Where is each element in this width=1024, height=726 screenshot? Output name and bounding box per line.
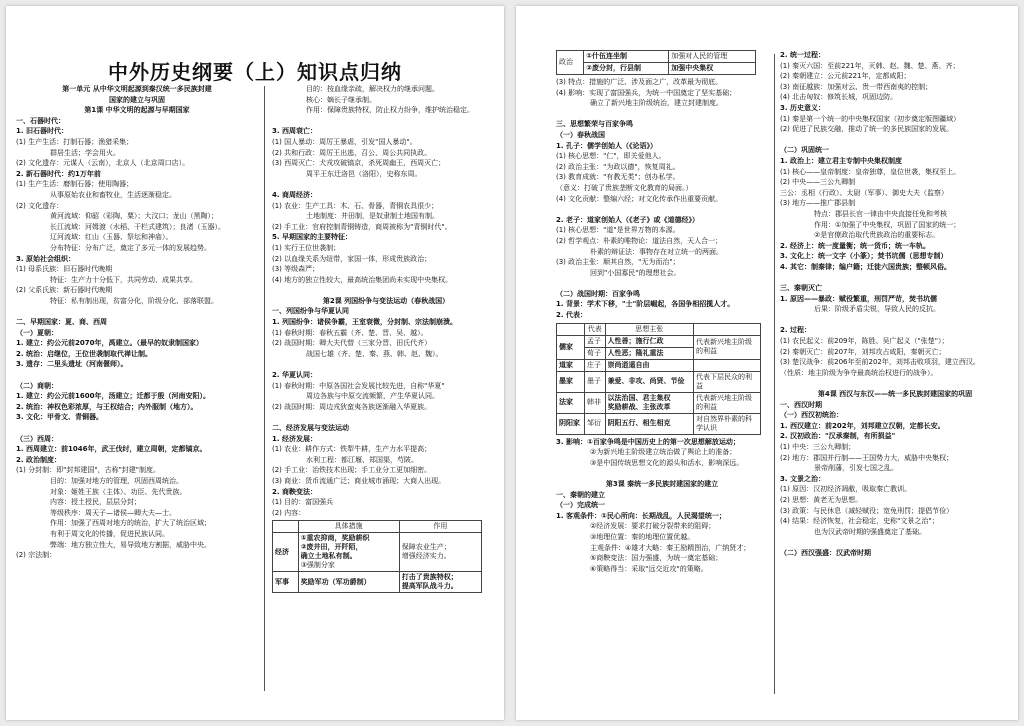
school-name: 法家 xyxy=(557,392,585,413)
text-line: (4) 结果：经济恢复，社会稳定，史称"文景之治"； xyxy=(780,517,939,526)
school-name: 墨家 xyxy=(557,371,585,392)
text-line: 5. 早期国家的主要特征： xyxy=(272,233,352,242)
column-3-text xyxy=(556,77,768,321)
school-ideas xyxy=(605,392,693,413)
text-line: 第4课 西汉与东汉——统一多民族封建国家的巩固 xyxy=(817,390,973,398)
text-line: 2. 统一过程： xyxy=(780,51,825,59)
text-line xyxy=(272,412,500,423)
text-line: (1) 秦是第一个统一的中央集权国家（初步奠定版图疆域） xyxy=(780,114,961,123)
text-line: 三、秦朝灭亡 xyxy=(780,284,822,293)
text-line: 2. 老子：道家创始人（《老子》或《道德经》） xyxy=(556,215,699,224)
text-line: 2. 经济上：统一度量衡；统一货币；统一车轨。 xyxy=(780,241,930,250)
text-line: 2. 新石器时代：约1万年前 xyxy=(16,169,101,178)
text-line: 2. 华夏认同： xyxy=(272,371,317,380)
text-line: 等级秩序：周天子—诸侯—卿大夫—士。 xyxy=(50,508,176,517)
text-line: 2. 汉初政治："汉承秦制，有所损益" xyxy=(780,432,896,441)
text-line: (1) 国人暴动：周厉王暴虐，引发"国人暴动"。 xyxy=(272,137,417,146)
text-line: (2) 宗法制： xyxy=(16,551,57,560)
text-line: (2) 思想：黄老无为思想。 xyxy=(780,495,863,504)
school-ideas xyxy=(605,347,693,359)
column-3-text-b xyxy=(556,437,768,575)
text-line: 回到"小国寡民"的理想社会。 xyxy=(590,268,681,277)
text-line: 弊端：地方独立性大，易导致地方割据，威胁中央。 xyxy=(50,540,211,549)
school-person: 荀子 xyxy=(585,347,605,359)
text-line: ③是中国传统思想文化的源头和活水，影响深远。 xyxy=(590,458,744,467)
text-line: （一）春秋战国 xyxy=(556,130,605,139)
text-line: 二、早期国家：夏、商、西周 xyxy=(16,318,107,327)
text-line: 一、石器时代： xyxy=(16,116,65,125)
school-effect: 代表新兴地主阶级的利益 xyxy=(694,392,761,413)
school-person: 邹衍 xyxy=(585,413,605,434)
idea-item: 兼爱、非攻、尚贤、节俭 xyxy=(607,377,685,386)
measure-item: ①重农抑商，奖励耕织 xyxy=(300,534,370,543)
text-line: (2) 文化遗存： xyxy=(16,201,64,210)
unit-heading-cont: 国家的建立与巩固 xyxy=(109,95,165,104)
table-row xyxy=(273,572,482,593)
text-line: 3. 遗存：二里头遗址（河南偃师）。 xyxy=(16,360,128,369)
text-line: (3) 西周灭亡：犬戎攻破镐京，杀死周幽王，西周灭亡； xyxy=(272,159,446,168)
text-line: (1) 中央：三公九卿制； xyxy=(780,442,856,451)
text-line: (3) 特点：措施的广泛、涉及面之广，改革最为彻底。 xyxy=(556,78,723,86)
text-line: (3) 商业：货币流通广泛；商业城市涌现；大商人出现。 xyxy=(272,476,446,485)
text-line: 2. 代表： xyxy=(556,311,587,320)
text-line: 1. 客观条件：①民心所向：长期战乱，人民渴望统一； xyxy=(556,511,726,520)
text-line: (1) 原因：汉初经济凋敝，吸取秦亡教训。 xyxy=(780,485,912,494)
text-line: 水利工程：都江堰、郑国渠，芍陂。 xyxy=(306,455,418,464)
text-line: 1. 建立：约公元前2070年，禹建立。（最早的奴隶制国家） xyxy=(16,339,203,348)
column-4-text xyxy=(780,50,1010,559)
text-line: 一、秦朝的建立 xyxy=(556,490,605,499)
text-line: 1. 政治上：建立君主专制中央集权制度 xyxy=(780,156,902,165)
text-line xyxy=(16,423,258,434)
text-line: ③地理位置：秦的地理位置优越。 xyxy=(590,533,695,541)
text-line: 群居生活；学会用火。 xyxy=(50,148,120,157)
measure-item: ③强制分家 xyxy=(300,561,335,570)
text-line: 确立了新兴地主阶级统治，建立封建制度。 xyxy=(590,99,723,108)
text-line: 1. 经济发展： xyxy=(272,434,317,443)
table-row xyxy=(557,371,761,392)
school-person: 庄子 xyxy=(585,359,605,371)
text-line: (3) 政策：与民休息（减轻赋役；宽免刑罚；提倡节俭） xyxy=(780,506,954,515)
text-line: 也为汉武帝时期的强盛奠定了基础。 xyxy=(814,527,926,536)
text-line: 2. 统治：神权色彩浓厚，与王权结合；内外服制（地方）。 xyxy=(16,402,198,411)
text-line: ②经济发展：要求打破分裂带来的阻碍； xyxy=(590,522,716,531)
measures-cell xyxy=(298,572,399,593)
school-ideas xyxy=(605,335,693,347)
text-line: （一）夏朝： xyxy=(16,328,58,337)
text-line xyxy=(556,278,768,289)
text-line: 2. 过程： xyxy=(780,326,811,335)
text-line: (2) 战国时期：卿大夫代替（三家分晋、田氏代齐） xyxy=(272,339,432,348)
text-line: (2) 政治主张："为政以德"，恢复周礼。 xyxy=(556,162,680,171)
text-line: 2. 统治：启继位，王位世袭制取代禅让制。 xyxy=(16,349,152,358)
idea-item: 崇尚逍遥自由 xyxy=(607,360,650,369)
effect-item: 打击了贵族特权； xyxy=(401,573,458,582)
text-line xyxy=(780,272,1010,283)
school-effect: 对自然界朴素的科学认识 xyxy=(694,413,761,434)
text-line: 3. 文景之治： xyxy=(780,474,825,483)
text-line: 2. 政治制度： xyxy=(16,455,61,464)
column-3 xyxy=(556,50,768,574)
text-line: ⑥策略得当：采取"远交近攻"的策略。 xyxy=(590,564,708,573)
text-line: 对象：姬姓王族（主体）、功臣、先代贵族。 xyxy=(50,487,187,496)
shang-yang-reform-table xyxy=(272,520,482,593)
text-line: (3) 教育成就："有教无类"；创办私学。 xyxy=(556,173,680,182)
text-line: (1) 目的：富国强兵 xyxy=(272,498,334,507)
text-line xyxy=(16,370,258,381)
text-line: 4. 商周经济： xyxy=(272,190,317,199)
text-line: (2) 父系氏族：新石器时代晚期 xyxy=(16,286,113,295)
text-line: 辽河流域：红山（玉器、祭坛和神庙）。 xyxy=(50,233,173,242)
text-line: 内容：授土授民，层层分封； xyxy=(50,498,141,507)
table-row xyxy=(557,392,761,413)
text-line: (1) 核心思想："仁"，即关爱他人。 xyxy=(556,152,666,161)
text-line: （二）战国时期：百家争鸣 xyxy=(556,289,640,298)
text-line: 1. 孔子：儒学创始人（《论语》） xyxy=(556,141,657,150)
text-line: 黄河流域：仰韶（彩陶、粟）；大汶口；龙山（黑陶）； xyxy=(50,212,218,221)
text-line: (1) 春秋时期：春秋五霸（齐、楚、晋、吴、越）。 xyxy=(272,328,428,337)
text-line: (2) 秦朝建立：公元前221年，定都咸阳； xyxy=(780,72,911,81)
text-line: 1. 原因——暴政：赋役繁重，刑罚严苛，焚书坑儒 xyxy=(780,294,937,303)
text-line: 1. 建立：约公元前1600年，汤建立；迁都于殷（河南安阳）。 xyxy=(16,392,210,401)
effect-item: 加强中央集权 xyxy=(669,63,756,75)
text-line: 第3课 秦统一多民族封建国家的建立 xyxy=(605,480,719,489)
text-line: 周边各族与中原交流频繁，产生华夏认同。 xyxy=(306,392,439,401)
text-line: （二）巩固统一 xyxy=(780,146,829,155)
reform-politics-table xyxy=(556,50,756,75)
text-line: (1) 分封制：即"封邦建国"，古称"封建"制度。 xyxy=(16,466,161,475)
text-line: 1. 西周建立：前1046年，武王伐纣，建立周朝，定都镐京。 xyxy=(16,445,207,454)
text-line: 景帝削藩，引发七国之乱。 xyxy=(814,464,898,473)
school-name: 儒家 xyxy=(557,335,585,359)
measure-item: ②废井田，开阡陌， xyxy=(300,543,363,552)
effect-item: 加强对人民的管理 xyxy=(669,51,756,63)
document-page-left xyxy=(6,6,504,720)
row-label: 政治 xyxy=(557,51,584,75)
text-line: 作用：①加强了中央集权，巩固了国家的统一； xyxy=(814,220,961,229)
table-row xyxy=(557,413,761,434)
text-line: (2) 秦朝灭亡：前207年，刘邦攻占咸阳，秦朝灭亡； xyxy=(780,347,946,356)
text-line: (3) 地方——推广郡县制 xyxy=(780,199,856,208)
text-line: (2) 地方：郡国并行制——王国势力大，威胁中央集权； xyxy=(780,453,954,462)
text-line: 1. 旧石器时代： xyxy=(16,127,68,136)
text-line: (2) 哲学观点：朴素的唯物论：道法自然，天人合一； xyxy=(556,236,723,245)
text-line: (2) 手工业：官府控制青铜铸造，商周被称为"青铜时代"。 xyxy=(272,222,452,231)
text-line: (2) 手工业：冶铁技术出现；手工业分工更加细密。 xyxy=(272,466,432,475)
text-line: (1) 农业：生产工具：木、石、骨器，青铜农具很少； xyxy=(272,201,439,210)
school-effect: 代表新兴地主阶级的利益 xyxy=(694,335,761,359)
measure-item: ②废分封，行县制 xyxy=(584,63,669,75)
text-line: 一、西汉时期 xyxy=(780,400,822,409)
table-header xyxy=(557,323,585,335)
text-line: （三）西周： xyxy=(16,434,58,443)
text-line: 后果：阶级矛盾尖锐，导致人民的反抗。 xyxy=(814,305,940,314)
text-line: （一）完成统一 xyxy=(556,501,605,510)
column-divider xyxy=(264,86,265,691)
table-header: 代表 xyxy=(585,323,605,335)
text-line: (1) 核心——皇帝制度：皇帝独尊，皇位世袭，集权至上。 xyxy=(780,167,961,176)
document-page-right xyxy=(516,6,1018,720)
table-row xyxy=(557,63,756,75)
table-row xyxy=(557,51,756,63)
text-line: 二、经济发展与变法运动 xyxy=(272,424,349,432)
column-1 xyxy=(16,84,258,561)
text-line: (1) 生产生活：打制石器；渔猎采集； xyxy=(16,137,134,146)
table-header: 作用 xyxy=(399,521,481,533)
text-line: 特征：私有制出现，贫富分化，阶级分化、部落联盟。 xyxy=(50,296,218,305)
text-line: (4) 影响：实现了富国强兵，为统一中国奠定了坚实基础； xyxy=(556,88,737,97)
text-line: (2) 文化遗存：元谋人（云南），北京人（北京周口店）。 xyxy=(16,159,190,168)
effect-item: 保障农业生产； xyxy=(401,543,451,552)
measure-item: 确立土地私有制。 xyxy=(300,552,357,561)
column-2-text xyxy=(272,84,500,518)
school-effect: 代表下层民众的利益 xyxy=(694,371,761,392)
text-line: 3. 西周衰亡： xyxy=(272,127,317,136)
text-line: (1) 生产生活：磨制石器；使用陶器； xyxy=(16,180,134,189)
effect-cell xyxy=(399,533,481,572)
text-line: 目的：按血缘亲疏，解决权力的继承问题。 xyxy=(306,85,439,93)
text-line: 4. 其它：制秦律；编户籍；迁徙六国贵族；整顿风俗。 xyxy=(780,262,951,271)
school-ideas xyxy=(605,413,693,434)
text-line: 主观条件：④雄才大略：秦王励精图治，广纳贤才； xyxy=(590,543,751,552)
school-ideas xyxy=(605,371,693,392)
text-line: 核心：嫡长子继承制。 xyxy=(306,95,376,104)
text-line xyxy=(272,116,500,127)
text-line: (1) 农民起义：前209年，陈胜、吴广起义（"张楚"）； xyxy=(780,337,949,346)
text-line: (1) 核心思想："道"是世界万物的本源。 xyxy=(556,226,680,235)
text-line: 3. 文化：甲骨文、青铜器。 xyxy=(16,413,103,422)
text-line: 第2课 列国纷争与变法运动（春秋战国） xyxy=(322,296,450,305)
text-line: ⑤商鞅变法：国力强盛，为统一奠定基础； xyxy=(590,554,723,563)
school-ideas xyxy=(605,359,693,371)
text-line: (2) 以血缘关系为纽带，家国一体，形成贵族政治； xyxy=(272,254,432,263)
table-header: 具体措施 xyxy=(298,521,399,533)
text-line: (3) 南征越族：加强对云、贵一带西南夷的控制； xyxy=(780,82,933,91)
text-line: (4) 文化贡献：整编六经；对文化传承作出重要贡献。 xyxy=(556,194,723,203)
text-line: 3. 历史意义： xyxy=(780,103,825,112)
column-divider-right xyxy=(774,54,775,694)
text-line: (3) 等级森严； xyxy=(272,265,320,274)
text-line: 周平王东迁洛邑（洛阳），史称东周。 xyxy=(306,169,422,178)
text-line: 特征：生产力十分低下，共同劳动、成果共享。 xyxy=(50,275,197,284)
text-line xyxy=(272,359,500,370)
text-line: 1. 西汉建立：前202年，刘邦建立汉朝，定都长安。 xyxy=(780,421,945,430)
text-line: （意义：打破了贵族垄断文化教育的局面。） xyxy=(556,183,693,192)
text-line: （二）商朝： xyxy=(16,381,58,390)
text-line xyxy=(16,306,258,317)
text-line: 3. 影响：①百家争鸣是中国历史上的第一次思想解放运动； xyxy=(556,437,740,446)
text-line: 长江流域：河姆渡（水稻、干栏式建筑）；良渚（玉器）。 xyxy=(50,222,225,231)
text-line xyxy=(272,179,500,190)
text-line: (2) 内容： xyxy=(272,508,306,517)
text-line: 从事原始农业和畜牧业，生活逐渐稳定。 xyxy=(50,190,176,199)
text-line: （二）西汉强盛：汉武帝时期 xyxy=(780,548,871,557)
text-line: 一、列国纷争与华夏认同 xyxy=(272,307,349,316)
text-line xyxy=(272,285,500,296)
text-line: 1. 背景：学术下移，"士"阶层崛起，各国争相招揽人才。 xyxy=(556,300,735,309)
text-line: （一）西汉初统治： xyxy=(780,411,843,420)
idea-item: 阴阳五行、相生相克 xyxy=(607,419,671,428)
text-line xyxy=(556,204,768,215)
school-effect xyxy=(694,359,761,371)
text-line xyxy=(780,315,1010,326)
text-line: 1. 列国纷争：诸侯争霸，王室衰微，分封制、宗法制崩溃。 xyxy=(272,318,457,327)
effect-cell xyxy=(399,572,481,593)
text-line: 目的：加强对地方的管理，巩固西周统治。 xyxy=(50,476,183,485)
school-person: 孟子 xyxy=(585,335,605,347)
text-line: 分布特征：分布广泛，奠定了多元一体的发展趋势。 xyxy=(50,243,211,252)
school-name: 道家 xyxy=(557,359,585,371)
text-line: 三公：丞相（行政）、太尉（军事）、御史大夫（监察） xyxy=(780,188,948,197)
measure-item: 奖励军功（军功爵制） xyxy=(300,577,371,586)
school-person: 韩非 xyxy=(585,392,605,413)
idea-item: 人性善；施行仁政 xyxy=(607,336,664,345)
text-line: 作用：加强了西周对地方的统治，扩大了统治区域； xyxy=(50,519,211,528)
text-line: ②为新兴地主阶级建立统治做了舆论上的准备； xyxy=(590,448,737,457)
measure-item: ①什伍连坐制 xyxy=(584,51,669,63)
table-row xyxy=(557,335,761,347)
table-row xyxy=(273,533,482,572)
text-line: 作用：保障贵族特权，防止权力纷争，维护统治稳定。 xyxy=(306,106,474,115)
text-line: 土地制度：井田制，是奴隶制土地国有制。 xyxy=(306,212,439,221)
idea-item: 奖励耕战、主张改革 xyxy=(607,402,671,411)
text-line xyxy=(780,378,1010,389)
school-person: 墨子 xyxy=(585,371,605,392)
text-line: ②是官僚政治取代贵族政治的重要标志。 xyxy=(814,231,940,240)
measures-cell xyxy=(298,533,399,572)
text-line: 有利于周文化的传播，促进民族认同。 xyxy=(50,529,169,538)
text-line: 三、思想繁荣与百家争鸣 xyxy=(556,120,633,129)
text-line: (2) 促进了民族交融，推动了统一的多民族国家的发展。 xyxy=(780,125,954,134)
text-line: 2. 商鞅变法： xyxy=(272,487,317,496)
text-line xyxy=(556,468,768,479)
column-1-text xyxy=(16,116,258,561)
hundred-schools-table xyxy=(556,323,761,435)
text-line: 3. 原始社会组织： xyxy=(16,254,75,263)
table-header xyxy=(694,323,761,335)
text-line: 3. 文化上：统一文字（小篆）；焚书坑儒（思想专制） xyxy=(780,252,948,261)
table-row xyxy=(557,359,761,371)
row-label: 经济 xyxy=(273,533,299,572)
text-line xyxy=(780,135,1010,146)
idea-item: 以法治国、君主集权 xyxy=(607,393,671,402)
text-line: (1) 农业：耕作方式：铁犁牛耕，生产力水平提高； xyxy=(272,445,432,454)
text-line: (1) 秦灭六国：至前221年，灭韩、赵、魏、楚、燕、齐； xyxy=(780,61,960,70)
effect-item: 增强经济实力。 xyxy=(401,552,451,561)
text-line: (1) 母系氏族：旧石器时代晚期 xyxy=(16,265,113,274)
text-line: 特点：郡县长官一律由中央直接任免和考核 xyxy=(814,209,947,218)
effect-item: 提高军队战斗力。 xyxy=(401,582,458,591)
table-header xyxy=(273,521,299,533)
document-title: 中外历史纲要（上）知识点归纳 xyxy=(108,60,402,84)
column-2 xyxy=(272,84,500,593)
text-line: (2) 共和行政：周厉王出逃，召公、周公共同执政。 xyxy=(272,148,432,157)
text-line: (4) 地方的独立性较大，最高统治集团尚未实现中央集权。 xyxy=(272,275,453,284)
text-line: （性质：地主阶级为争夺最高统治权进行的战争）。 xyxy=(780,368,938,377)
text-line: 朴素的辩证法：事物存在对立统一的两面。 xyxy=(590,247,723,256)
text-line: (3) 楚汉战争：前206年至前202年，刘邦击败项羽，建立西汉。 xyxy=(780,358,980,367)
table-header: 思想主张 xyxy=(605,323,693,335)
idea-item: 人性恶；隆礼重法 xyxy=(607,348,664,357)
text-line xyxy=(556,109,768,120)
text-line: (3) 政治主张：顺其自然，"无为而治"； xyxy=(556,258,680,267)
text-line: (2) 战国时期：周边戎狄蛮夷各族逐渐融入华夏族。 xyxy=(272,402,432,411)
text-line: (2) 中央——三公九卿制 xyxy=(780,178,856,187)
text-line: (4) 北击匈奴：修筑长城，巩固边防。 xyxy=(780,93,898,102)
text-line: (1) 春秋时期：中原各国社会发展比较先进，自称"华夏" xyxy=(272,381,445,390)
row-label: 军事 xyxy=(273,572,299,593)
text-line: (1) 实行王位世袭制； xyxy=(272,243,341,252)
lesson-heading: 第1课 中华文明的起源与早期国家 xyxy=(84,106,190,115)
text-line: 战国七雄（齐、楚、秦、燕、韩、赵、魏）。 xyxy=(306,349,443,358)
column-4 xyxy=(780,50,1010,559)
text-line xyxy=(780,537,1010,548)
unit-heading: 第一单元 从中华文明起源到秦汉统一多民族封建 xyxy=(62,85,212,93)
school-name: 阴阳家 xyxy=(557,413,585,434)
